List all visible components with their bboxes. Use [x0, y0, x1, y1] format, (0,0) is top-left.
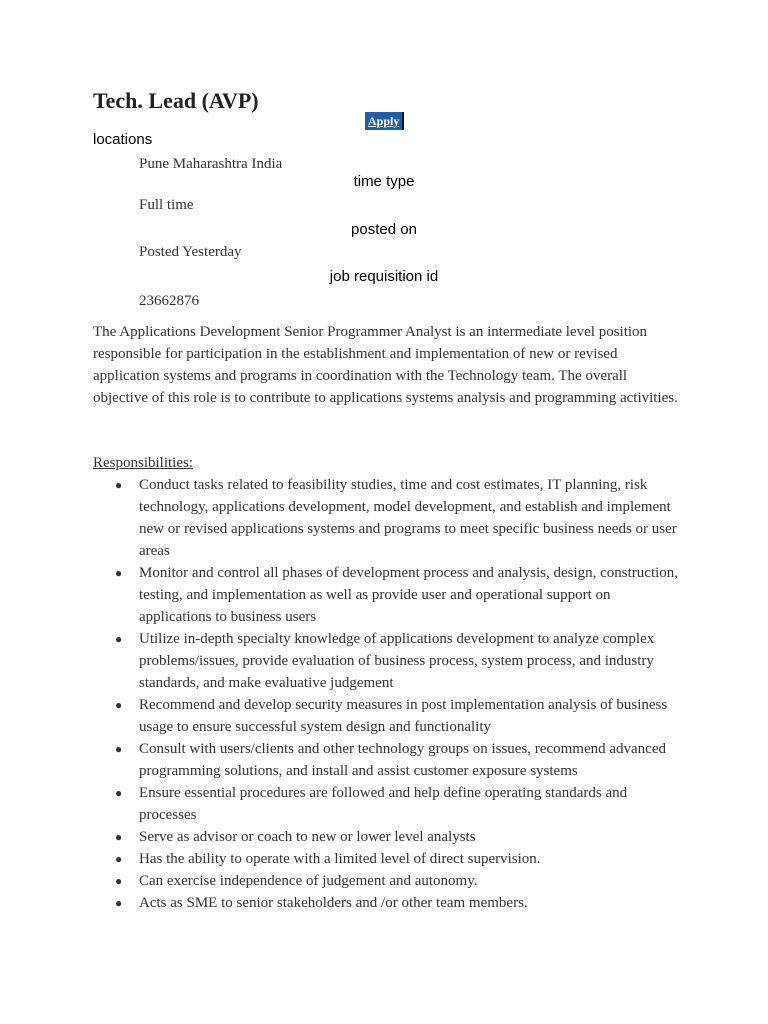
bullet-icon: ● — [115, 742, 123, 756]
list-item — [93, 892, 683, 914]
list-item — [93, 738, 683, 782]
responsibility-text: Recommend and develop security measures in post implementation analysis of business usage to ensure successful system design and functionality — [139, 697, 668, 735]
list-item — [93, 870, 683, 892]
bullet-icon: ● — [115, 852, 123, 866]
time-type-value: Full time — [139, 197, 194, 213]
apply-button[interactable]: Apply — [365, 112, 404, 130]
location-value: Pune Maharashtra India — [139, 156, 283, 172]
posted-on-value: Posted Yesterday — [139, 244, 242, 260]
responsibility-text: Utilize in-depth specialty knowledge of applications development to analyze complex problems/issues, provide evaluation of business process, system process, and industry standards, and make evaluative judgement — [139, 631, 655, 691]
responsibility-text: Has the ability to operate with a limited level of direct supervision. — [139, 851, 541, 867]
list-item — [93, 694, 683, 738]
list-item — [93, 826, 683, 848]
responsibility-text: Ensure essential procedures are followed and help define operating standards and processes — [139, 785, 628, 823]
list-item — [93, 474, 683, 562]
bullet-icon: ● — [115, 698, 123, 712]
list-item — [93, 782, 683, 826]
bullet-icon: ● — [115, 874, 123, 888]
job-requisition-label: job requisition id — [329, 268, 439, 285]
responsibility-text: Serve as advisor or coach to new or lower level analysts — [139, 829, 476, 845]
time-type-label: time type — [353, 173, 415, 190]
job-requisition-value: 23662876 — [139, 293, 199, 309]
responsibilities-heading: Responsibilities: — [93, 455, 194, 471]
bullet-icon: ● — [115, 786, 123, 800]
bullet-icon: ● — [115, 478, 123, 492]
locations-label: locations — [93, 131, 153, 148]
job-description: The Applications Development Senior Programmer Analyst is an intermediate level position responsible for participation in the establishment and implementation of new or revised application systems and programs in coordination with the Technology team. The overall objective of this role is to contribute to applications systems analysis and programming activities. — [93, 324, 678, 406]
bullet-icon: ● — [115, 566, 123, 580]
list-item — [93, 562, 683, 628]
responsibility-text: Monitor and control all phases of development process and analysis, design, construction, testing, and implementation as well as provide user and operational support on applications to business users — [139, 565, 679, 625]
posted-on-label: posted on — [351, 221, 417, 238]
responsibility-text: Consult with users/clients and other technology groups on issues, recommend advanced programming solutions, and install and assist customer exposure systems — [139, 741, 666, 779]
responsibility-text: Conduct tasks related to feasibility studies, time and cost estimates, IT planning, risk technology, applications development, model development, and establish and implement new or revised applications systems and programs to meet specific business needs or user areas — [139, 477, 677, 559]
responsibility-text: Can exercise independence of judgement and autonomy. — [139, 873, 478, 889]
list-item — [93, 628, 683, 694]
list-item — [93, 848, 683, 870]
bullet-icon: ● — [115, 632, 123, 646]
bullet-icon: ● — [115, 830, 123, 844]
bullet-icon: ● — [115, 896, 123, 910]
responsibilities-list — [93, 474, 683, 914]
job-title: Tech. Lead (AVP) — [93, 88, 259, 113]
responsibility-text: Acts as SME to senior stakeholders and /or other team members. — [139, 895, 528, 911]
